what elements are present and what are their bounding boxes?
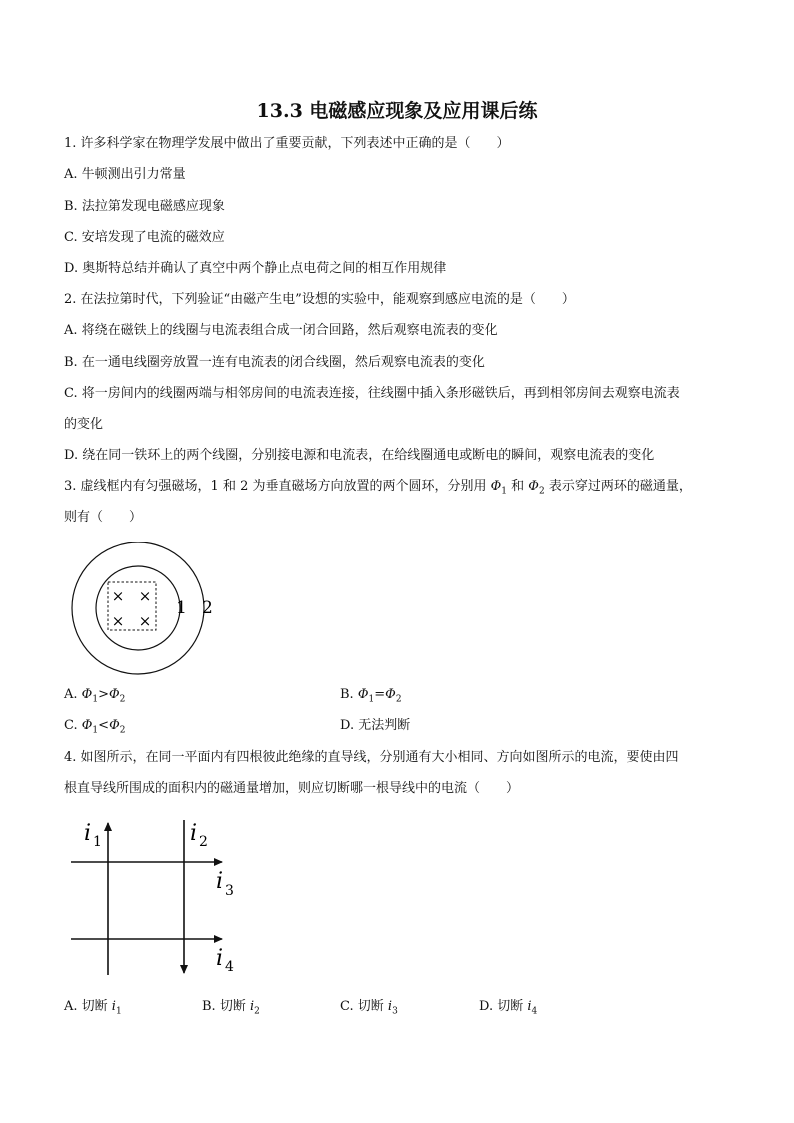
q4-option-c: C. 切断 $i_3$ (340, 999, 398, 1017)
ring-1 (96, 566, 180, 650)
field-cross-icon: × (138, 612, 152, 630)
field-cross-icon: × (111, 612, 125, 630)
q2-option-d: D. 绕在同一铁环上的两个线圈，分别接电源和电流表，在给线圈通电或断电的瞬间，观察电流表的变化 (64, 448, 655, 463)
ring-1-label: 1 (176, 598, 187, 618)
q1-option-b: B. 法拉第发现电磁感应现象 (64, 199, 225, 214)
q4-option-b: B. 切断 $i_2$ (202, 999, 260, 1017)
q3-stem-cont: 则有（ ） (64, 510, 143, 525)
q2-stem: 2. 在法拉第时代，下列验证“由磁产生电”设想的实验中，能观察到感应电流的是（ ） (64, 292, 575, 307)
label-i1: i (84, 821, 92, 846)
field-cross-icon: × (111, 587, 125, 605)
q1-option-a: A. 牛顿测出引力常量 (64, 167, 186, 182)
q4-option-d: D. 切断 $i_4$ (479, 999, 538, 1017)
q1-stem: 1. 许多科学家在物理学发展中做出了重要贡献，下列表述中正确的是（ ） (64, 136, 510, 151)
q2-option-b: B. 在一通电线圈旁放置一连有电流表的闭合线圈，然后观察电流表的变化 (64, 355, 485, 370)
label-i3: i (216, 869, 224, 894)
q3-stem: 3. 虚线框内有匀强磁场，1 和 2 为垂直磁场方向放置的两个圆环，分别用 $\Phi_1$ 和 $\Phi_2$ 表示穿过两环的磁通量， (64, 479, 692, 497)
q2-option-c: C. 将一房间内的线圈两端与相邻房间的电流表连接，往线圈中插入条形磁铁后，再到相邻房间去观察电流表 (64, 386, 680, 401)
q1-option-d: D. 奥斯特总结并确认了真空中两个静止点电荷之间的相互作用规律 (64, 261, 447, 276)
q1-option-c: C. 安培发现了电流的磁效应 (64, 230, 225, 245)
q3-option-b: B. $\Phi_1=\Phi_2$ (340, 687, 402, 705)
label-i1-sub: 1 (93, 834, 102, 850)
page-title: 13.3 电磁感应现象及应用课后练 (256, 100, 538, 122)
label-i2-sub: 2 (199, 834, 208, 850)
q2-option-a: A. 将绕在磁铁上的线圈与电流表组合成一闭合回路，然后观察电流表的变化 (64, 323, 498, 338)
q4-stem-cont: 根直导线所围成的面积内的磁通量增加，则应切断哪一根导线中的电流（ ） (64, 781, 520, 796)
q3-option-d: D. 无法判断 (340, 718, 411, 733)
ring-2-label: 2 (202, 598, 213, 618)
label-i3-sub: 3 (225, 883, 234, 899)
q3-option-c: C. $\Phi_1<\Phi_2$ (64, 718, 126, 736)
field-cross-icon: × (138, 587, 152, 605)
label-i4-sub: 4 (225, 959, 234, 975)
q3-option-a: A. $\Phi_1>\Phi_2$ (64, 687, 126, 705)
q3-figure (62, 542, 232, 677)
label-i2: i (190, 821, 198, 846)
q2-option-c-cont: 的变化 (64, 417, 104, 432)
q4-figure (66, 815, 246, 980)
q4-stem: 4. 如图所示，在同一平面内有四根彼此绝缘的直导线，分别通有大小相同、方向如图所示的电流，要使由四 (64, 750, 679, 765)
label-i4: i (216, 946, 224, 971)
q4-option-a: A. 切断 $i_1$ (64, 999, 122, 1017)
